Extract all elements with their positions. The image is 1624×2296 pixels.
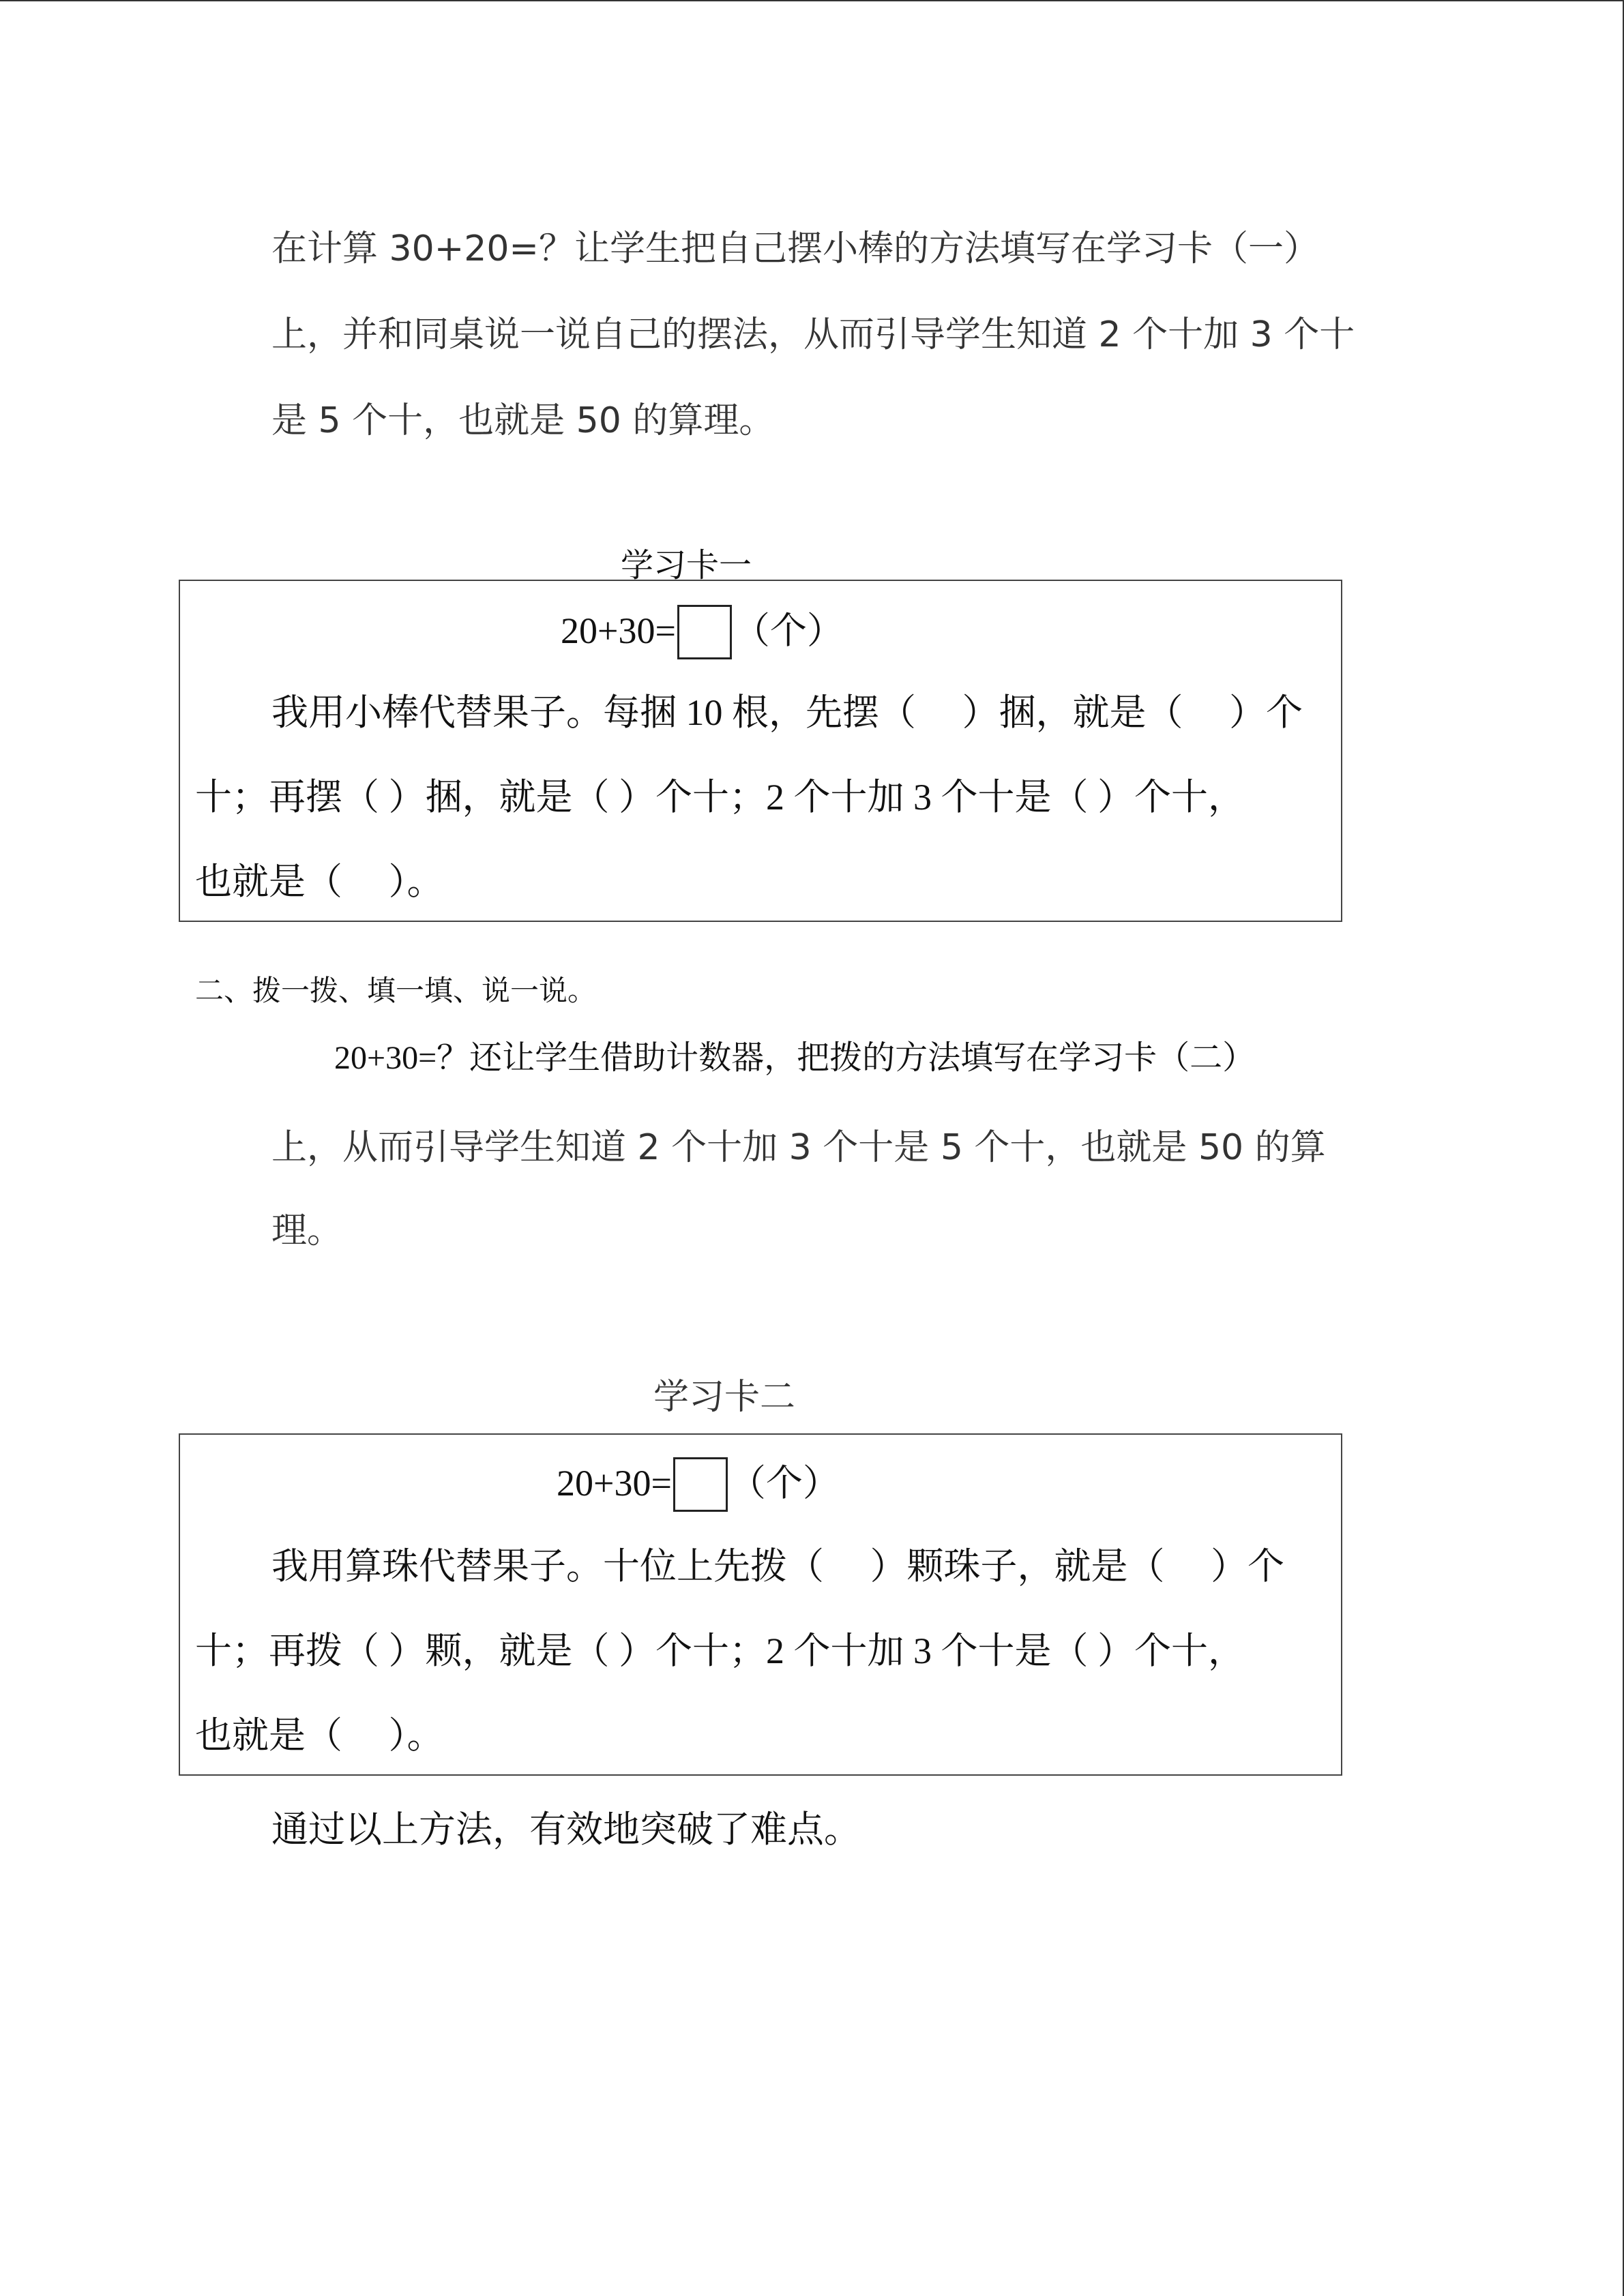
card1-line-1: 我用小棒代替果子。每捆 10 根，先摆（ ）捆，就是（ ）个 — [271, 692, 1303, 733]
card2-answer-box[interactable] — [673, 1457, 728, 1512]
section2-heading: 二、拨一拨、填一填、说一说。 — [195, 976, 597, 1007]
card2-line-2: 十；再拨（ ）颗，就是（ ）个十；2 个十加 3 个十是（ ）个十， — [195, 1630, 1245, 1671]
card1-title: 学习卡一 — [621, 548, 752, 584]
card1-equation-unit: （个） — [733, 610, 844, 651]
section2-line-3: 理。 — [271, 1210, 343, 1251]
card1-equation — [561, 601, 844, 662]
card2-equation-left: 20+30= — [557, 1463, 672, 1504]
intro-line-1: 在计算 30+20=？让学生把自己摆小棒的方法填写在学习卡（一） — [271, 228, 1320, 269]
card1-answer-box[interactable] — [677, 605, 732, 659]
conclusion: 通过以上方法，有效地突破了难点。 — [271, 1809, 861, 1850]
card2-title: 学习卡二 — [653, 1377, 796, 1418]
card2-line-3: 也就是（ ）。 — [195, 1715, 444, 1756]
intro-line-2: 上，并和同桌说一说自己的摆法，从而引导学生知道 2 个十加 3 个十 — [271, 314, 1355, 355]
card1-equation-left: 20+30= — [561, 610, 676, 651]
intro-line-3: 是 5 个十，也就是 50 的算理。 — [271, 400, 775, 441]
card2-line-1: 我用算珠代替果子。十位上先拨（ ）颗珠子，就是（ ）个 — [271, 1546, 1284, 1587]
section2-line-1: 20+30=？还让学生借助计数器，把拨的方法填写在学习卡（二） — [334, 1040, 1256, 1076]
card2-equation-unit: （个） — [728, 1463, 840, 1504]
learning-card-1 — [179, 580, 1342, 922]
card1-line-3: 也就是（ ）。 — [195, 861, 444, 902]
card1-line-2: 十；再摆（ ）捆，就是（ ）个十；2 个十加 3 个十是（ ）个十， — [195, 777, 1245, 818]
section2-line-2: 上，从而引导学生知道 2 个十加 3 个十是 5 个十，也就是 50 的算 — [271, 1127, 1326, 1168]
card2-equation — [557, 1454, 840, 1515]
learning-card-2 — [179, 1433, 1342, 1776]
